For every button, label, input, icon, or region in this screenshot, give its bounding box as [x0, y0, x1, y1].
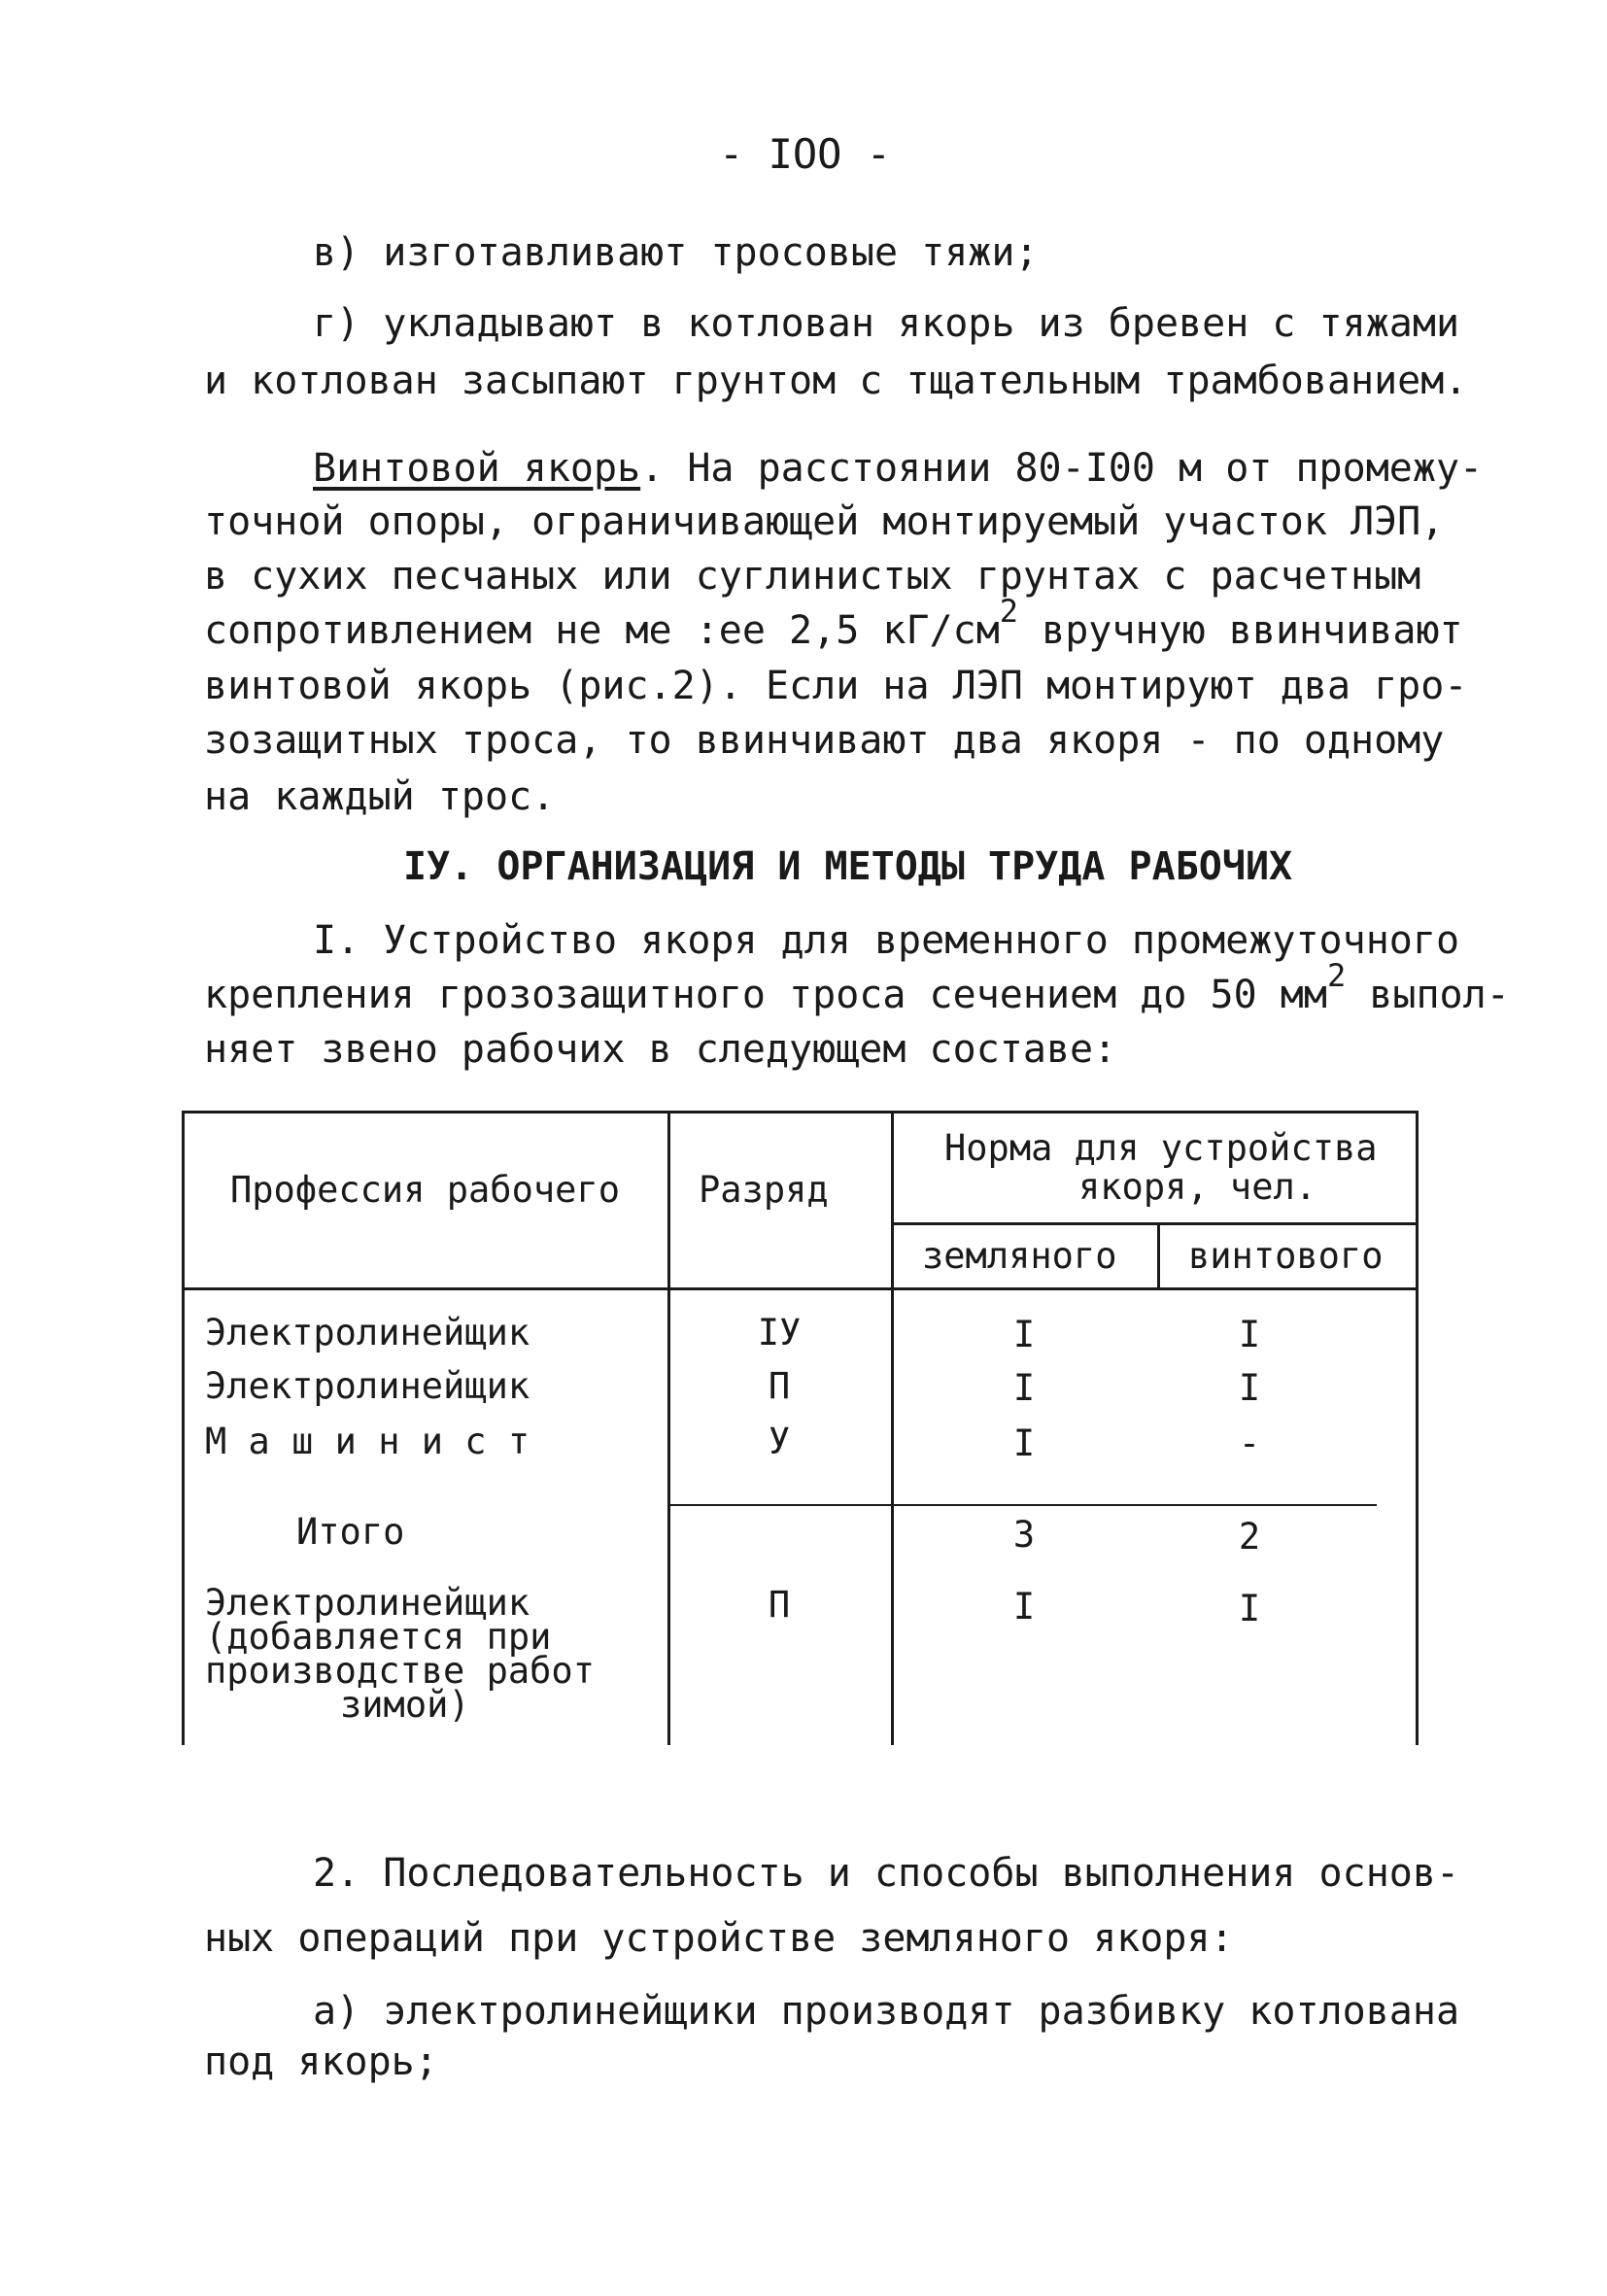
row-earth: I — [1012, 1422, 1036, 1464]
table-top-rule — [182, 1111, 1419, 1114]
item1-line1: I. Устройство якоря для временного промежуточного — [313, 918, 1460, 963]
table-col-rule-3 — [1157, 1222, 1160, 1288]
item-v: в) изготавливают тросовые тяжи; — [313, 230, 1039, 275]
header-grade: Разряд — [699, 1169, 829, 1211]
header-earth: земляного — [922, 1235, 1117, 1277]
winter-earth: I — [1012, 1586, 1036, 1628]
row-screw: I — [1238, 1367, 1261, 1409]
header-norm-line2: якоря, чел. — [1078, 1166, 1317, 1208]
winter-grade: П — [768, 1584, 791, 1626]
winter-line3: производстве работ — [205, 1650, 595, 1692]
item-g-line1: г) укладывают в котлован якорь из бревен с тяжами — [313, 301, 1460, 346]
winter-line2: (добавляется при — [205, 1616, 552, 1658]
table-norm-subrule — [891, 1222, 1419, 1225]
row-profession: Электролинейщик — [205, 1312, 530, 1354]
table-total-rule — [667, 1504, 1377, 1506]
screw-anchor-line5: винтовой якорь (рис.2). Если на ЛЭП монтируют два гро- — [204, 664, 1468, 708]
section-heading: IУ. ОРГАНИЗАЦИЯ И МЕТОДЫ ТРУДА РАБОЧИХ — [403, 844, 1293, 889]
row-grade: У — [768, 1421, 791, 1462]
screw-anchor-line2: точной опоры, ограничивающей монтируемый участок ЛЭП, — [204, 499, 1445, 544]
row-screw: - — [1238, 1422, 1261, 1464]
item2-line1: 2. Последовательность и способы выполнения основ- — [313, 1851, 1460, 1896]
screw-anchor-line3: в сухих песчаных или суглинистых грунтах с расчетным — [204, 554, 1421, 599]
row-earth: I — [1012, 1314, 1036, 1355]
screw-anchor-line7: на каждый трос. — [204, 774, 556, 819]
page-number: - IOO - — [719, 130, 892, 178]
row-earth: I — [1012, 1367, 1036, 1409]
row-grade: П — [768, 1365, 791, 1407]
row-screw: I — [1238, 1314, 1261, 1355]
total-label: Итого — [296, 1511, 405, 1553]
total-screw: 2 — [1238, 1516, 1261, 1558]
item1-line2: крепления грозозащитного троса сечением до 50 $мм^2$ выпол- — [204, 957, 1510, 1017]
header-profession: Профессия рабочего — [230, 1169, 620, 1211]
item2-a-line1: а) электролинейщики производят разбивку котлована — [313, 1989, 1460, 2034]
item1-line3: няет звено рабочих в следующем составе: — [204, 1027, 1117, 1072]
screw-anchor-line1: Винтовой якорь. На расстоянии 80-I00 м от промежу- — [313, 446, 1484, 491]
screw-anchor-title: Винтовой якорь — [313, 446, 641, 491]
item-g-line2: и котлован засыпают грунтом с тщательным трамбованием. — [204, 359, 1468, 403]
item2-a-line2: под якорь; — [204, 2039, 438, 2084]
screw-anchor-line4: сопротивлением не ме :ее 2,5 $кГ/см^2$ вручную ввинчивают — [204, 593, 1463, 653]
header-norm-line1: Норма для устройства — [944, 1127, 1378, 1169]
total-earth: 3 — [1012, 1514, 1036, 1556]
winter-screw: I — [1238, 1588, 1261, 1629]
table-left-rule — [182, 1111, 185, 1745]
item2-line2: ных операций при устройстве земляного якоря: — [204, 1916, 1234, 1961]
winter-line1: Электролинейщик — [205, 1582, 530, 1624]
header-screw: винтового — [1188, 1235, 1384, 1277]
table-right-rule — [1416, 1111, 1419, 1745]
table-header-rule — [182, 1287, 1419, 1290]
winter-line4: зимой) — [340, 1684, 470, 1726]
row-grade: IУ — [757, 1312, 802, 1354]
screw-anchor-line6: зозащитных троса, то ввинчивают два якоря - по одному — [204, 718, 1445, 763]
row-profession: Электролинейщик — [205, 1365, 530, 1407]
row-profession: М а ш и н и с т — [205, 1421, 530, 1462]
crew-table — [182, 1111, 1419, 1745]
